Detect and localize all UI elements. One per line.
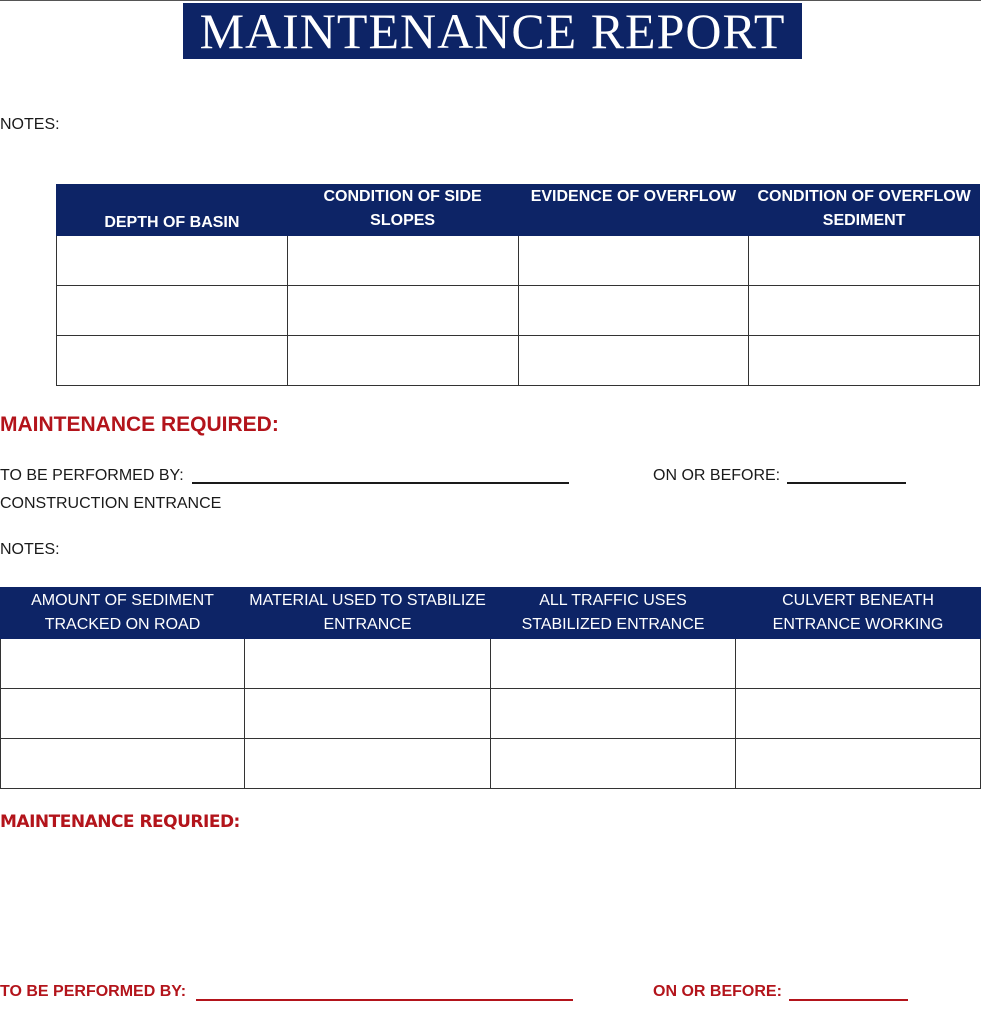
basin-inspection-table bbox=[56, 184, 980, 386]
table-cell[interactable] bbox=[749, 236, 980, 286]
entrance-inspection-table bbox=[0, 587, 981, 789]
table-cell[interactable] bbox=[245, 689, 491, 739]
col-condition-overflow-sediment: CONDITION OF OVERFLOW SEDIMENT bbox=[749, 185, 980, 236]
col-depth-of-basin: DEPTH OF BASIN bbox=[57, 185, 288, 236]
col-all-traffic-uses: ALL TRAFFIC USES STABILIZED ENTRANCE bbox=[491, 588, 736, 639]
table-cell[interactable] bbox=[57, 336, 288, 386]
table-cell[interactable] bbox=[57, 286, 288, 336]
table-cell[interactable] bbox=[736, 689, 981, 739]
table-cell[interactable] bbox=[1, 739, 245, 789]
on-or-before-line-1[interactable] bbox=[787, 482, 906, 484]
report-title: MAINTENANCE REPORT bbox=[183, 3, 802, 59]
table-cell[interactable] bbox=[287, 236, 518, 286]
table-cell[interactable] bbox=[749, 286, 980, 336]
table-cell[interactable] bbox=[1, 639, 245, 689]
col-evidence-of-overflow: EVIDENCE OF OVERFLOW bbox=[518, 185, 749, 236]
maintenance-required-heading-1: MAINTENANCE REQUIRED: bbox=[0, 413, 279, 436]
table-cell[interactable] bbox=[57, 236, 288, 286]
table-cell[interactable] bbox=[518, 286, 749, 336]
table-row bbox=[1, 689, 981, 739]
maintenance-required-heading-2: MAINTENANCE REQURIED: bbox=[0, 812, 240, 832]
table-cell[interactable] bbox=[491, 739, 736, 789]
table-cell[interactable] bbox=[518, 236, 749, 286]
on-or-before-label-1: ON OR BEFORE: bbox=[653, 467, 781, 484]
performed-by-label-1: TO BE PERFORMED BY: bbox=[0, 467, 184, 484]
table-cell[interactable] bbox=[736, 639, 981, 689]
col-condition-side-slopes: CONDITION OF SIDE SLOPES bbox=[287, 185, 518, 236]
construction-entrance-label: CONSTRUCTION ENTRANCE bbox=[0, 495, 222, 512]
table-row bbox=[57, 236, 980, 286]
table-cell[interactable] bbox=[736, 739, 981, 789]
table-cell[interactable] bbox=[1, 689, 245, 739]
table-row bbox=[57, 336, 980, 386]
table-cell[interactable] bbox=[245, 639, 491, 689]
table-cell[interactable] bbox=[287, 336, 518, 386]
on-or-before-line-2[interactable] bbox=[789, 999, 908, 1001]
table-row bbox=[1, 639, 981, 689]
col-culvert-beneath: CULVERT BENEATH ENTRANCE WORKING bbox=[736, 588, 981, 639]
notes-label-2: NOTES: bbox=[0, 541, 60, 558]
table-cell[interactable] bbox=[287, 286, 518, 336]
table-row bbox=[1, 739, 981, 789]
notes-label-1: NOTES: bbox=[0, 116, 60, 133]
col-material-used: MATERIAL USED TO STABILIZE ENTRANCE bbox=[245, 588, 491, 639]
table-cell[interactable] bbox=[518, 336, 749, 386]
table-cell[interactable] bbox=[245, 739, 491, 789]
table-cell[interactable] bbox=[491, 639, 736, 689]
performed-by-line-2[interactable] bbox=[196, 999, 573, 1001]
performed-by-line-1[interactable] bbox=[192, 482, 569, 484]
top-rule bbox=[0, 0, 981, 1]
table-cell[interactable] bbox=[491, 689, 736, 739]
table-cell[interactable] bbox=[749, 336, 980, 386]
on-or-before-label-2: ON OR BEFORE: bbox=[653, 983, 782, 1000]
col-amount-sediment-tracked: AMOUNT OF SEDIMENT TRACKED ON ROAD bbox=[1, 588, 245, 639]
table-row bbox=[57, 286, 980, 336]
performed-by-label-2: TO BE PERFORMED BY: bbox=[0, 983, 187, 1000]
